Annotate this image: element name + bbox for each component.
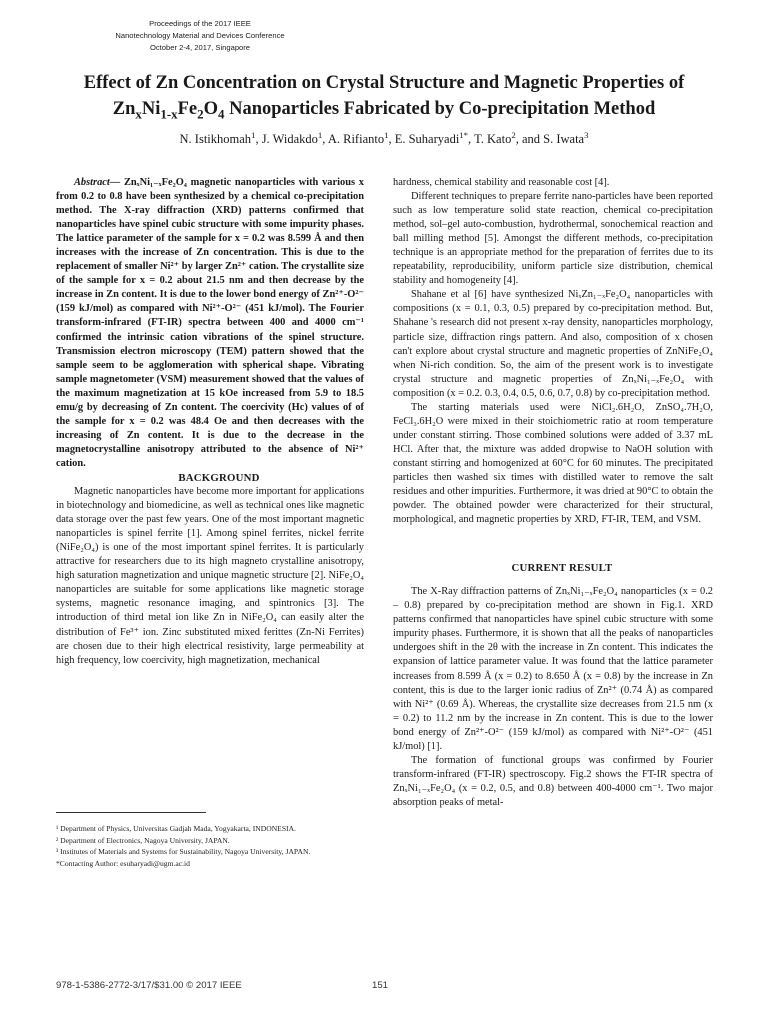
abstract [56,176,364,471]
footnote-3: ³ Institutes of Materials and Systems for Sustainability, Nagoya University, JAPAN. [56,847,311,857]
section-heading-current-result: CURRENT RESULT [511,562,613,575]
footnote-1: ¹ Department of Physics, Universitas Gadjah Mada, Yogyakarta, INDONESIA. [56,824,296,833]
paragraph-techniques: Different techniques to prepare ferrite nano-particles have been reported such as low temperature solid state reaction, chemical co-precipitation method, sol–gel auto-combustion, hydrothermal, sonochemical reaction and ball milling method [5]. Amongst the different methods, co-precipitation technique is an appropriate method for the preparation of ferrites due to its repeatability, reproducibility, uniform particle size distribution, chemical stability and homogeneity [4]. [393,191,713,287]
footnote-contact: *Contacting Author: esuharyadi@ugm.ac.id [56,858,190,868]
header-line-1: Proceedings of the 2017 IEEE [149,19,251,28]
abstract-label: Abstract— [74,177,121,188]
section-heading-background: BACKGROUND [178,471,260,484]
author-list: N. Istikhomah$^1$, J. Widakdo$^1$, A. Rifianto$^1$, E. Suharyadi$^{1*}$, T. Kato$^2$, and S. Iwata$^3$ [179,129,589,146]
paragraph-continuation: hardness, chemical stability and reasonable cost [4]. [393,177,610,188]
page-number: 151 [372,980,389,991]
footnotes [56,812,356,869]
abstract-text: ZnₓNi₁₋ₓFe₂O₄ magnetic nanoparticles with various x from 0.2 to 0.8 have been synthesized by a chemical co-precipitation method. The X-ray diffraction (XRD) patterns confirmed that nanoparticles have spinel cubic structure with some impurity phases. The lattice parameter of the sample for x = 0.2 was 8.599 Å and then increases with the increase of Zn concentration. This is due to the replacement of smaller Ni²⁺ by larger Zn²⁺ cation. The crystallite size of the sample for x = 0.2 about 21.5 nm and then decrease by the increase in Zn content. It is due to the lower bond energy of Zn²⁺-O²⁻ (159 kJ/mol) as compared with Ni²⁺-O²⁻ (451 kJ/mol). The Fourier transform-infrared (FT-IR) spectra between 400 and 4000 cm⁻¹ confirmed the intrinsic cation vibrations of the spinel structure. Transmission electron microscopy (TEM) pattern showed that the sample seem to be agglomeration with spherical shape. Vibrating sample magnetometer (VSM) measurement showed that the values of the maximum magnetization at 15 kOe increased from 5.9 to 18.5 emu/g by decreasing of Zn content. The coercivity (Hc) values of of the sample for x = 0.2 was 48.4 Oe and then decreases with the increasing of Zn content. It is due to the decrease in the magnetocrystalline anisotropy attributed to the absence of Ni²⁺ cation. [56,177,364,469]
paragraph-shahane: Shahane et al [6] have synthesized NiₓZn₁₋ₓFe₂O₄ nanoparticles with compositions (x = 0.1, 0.3, 0.5) prepared by co-precipitation method. But, Shahane 's research did not present x-ray density, nanoparticles morphology, particle size, diffraction rings pattern. And also, composition of x chosen can't explore about crystal structure and magnetic properties of ZnNiFe₂O₄ when Ni-rich condition. So, the aim of the present work is to investigate crystal structure and magnetic properties of ZnₓNi₁₋ₓFe₂O₄ with composition (x = 0.2. 0.3, 0.4, 0.5, 0.6, 0.7, 0.8) by co-precipitation method. [393,289,713,399]
header-line-3: October 2-4, 2017, Singapore [149,43,251,52]
paragraph-xrd: The X-Ray diffraction patterns of ZnₓNi₁₋ₓFe₂O₄ nanoparticles (x = 0.2 – 0.8) prepared by co-precipitation method are shown in Fig.1. XRD patterns confirmed that nanoparticles have spinel cubic structure with some impurity phases. Furthermore, it is shown that all the peaks of nanoparticles undergoes shift in the 2θ with the increase in Zn content. This indicates the expansion of lattice parameter value. It was found that the lattice parameter increases from 8.599 Å (x = 0.2) to 8.650 Å (x = 0.8) by the increase in Zn content, this is due to the larger ionic radius of Zn²⁺ (0.74 Å) as compared with Ni²⁺ (0.69 Å). Whereas, the crystallite size decreases from 21.5 nm (x = 0.2) to 11.2 nm by the increase in Zn content. This is due to the lower bond energy of Zn²⁺-O²⁻ (159 kJ/mol) as compared with Ni²⁺-O²⁻ (451 kJ/mol) [1]. [393,586,713,752]
left-column [56,176,364,668]
footnote-2: ² Department of Electronics, Nagoya University, JAPAN. [56,835,230,845]
footnote-divider [56,812,206,813]
paper-title [30,70,738,122]
conference-header [80,18,320,54]
paragraph-materials: The starting materials used were NiCl₂.6H₂O, ZnSO₄.7H₂O, FeCl₃.6H₂O were mixed in their stoichiometric ratio at room temperature under constant stirring. Those combined solutions were added of 3.37 mL HCl. After that, the mixture was added dropwise to NaOH solution with constant stirring and homogenized at 60°C for 60 minutes. The precipitated particles then washed six times with distilled water to remove the salt residues and other impurities. Furthermore, it was dried at 90°C to obtain the powder. The obtained powder were characterized for their structural, morphological, and magnetic properties by XRD, FT-IR, TEM, and VSM. [393,401,713,526]
title-line-1: Effect of Zn Concentration on Crystal Structure and Magnetic Properties of [83,73,685,93]
header-line-2: Nanotechnology Material and Devices Conference [115,31,285,40]
copyright-footer: 978-1-5386-2772-3/17/$31.00 © 2017 IEEE [56,980,242,991]
background-paragraph: Magnetic nanoparticles have become more important for applications in biotechnology and biomedicine, as well as technical ones like magnetic data storage over the past few years. One of the most important magnetic nanoparticles is spinel ferrite [1]. Among spinel ferrites, nickel ferrite (NiFe₂O₄) is one of the most important spinel ferrites. It is particularly attractive for researchers due to its high magneto crystalline anisotropy, high saturation magnetization and unique magnetic structure [2]. NiFe₂O₄ nanoparticles are suitable for some applications like magnetic storage systems, magnetic resonance imaging, and spintronics [3]. The introduction of third metal ion like Zn in NiFe₂O₄ can easily alter the distribution of Fe³⁺ ion. Zinc substituted mixed ferittes (Zn-Ni Ferrites) are chosen due to their high electrical resistivity, large permeability at high frequency, low coercivity, high magnetization, mechanical [56,486,364,666]
title-line-2: $Zn_xNi_{1-x}Fe_2O_4$ Nanoparticles Fabricated by Co-precipitation Method [112,99,656,122]
right-column [393,176,713,810]
paragraph-ftir: The formation of functional groups was confirmed by Fourier transform-infrared (FT-IR) spectroscopy. Fig.2 shows the FT-IR spectra of ZnₓNi₁₋ₓFe₂O₄ (x = 0.2, 0.5, and 0.8) between 400-4000 cm⁻¹. Two major absorption peaks of metal- [393,754,713,808]
